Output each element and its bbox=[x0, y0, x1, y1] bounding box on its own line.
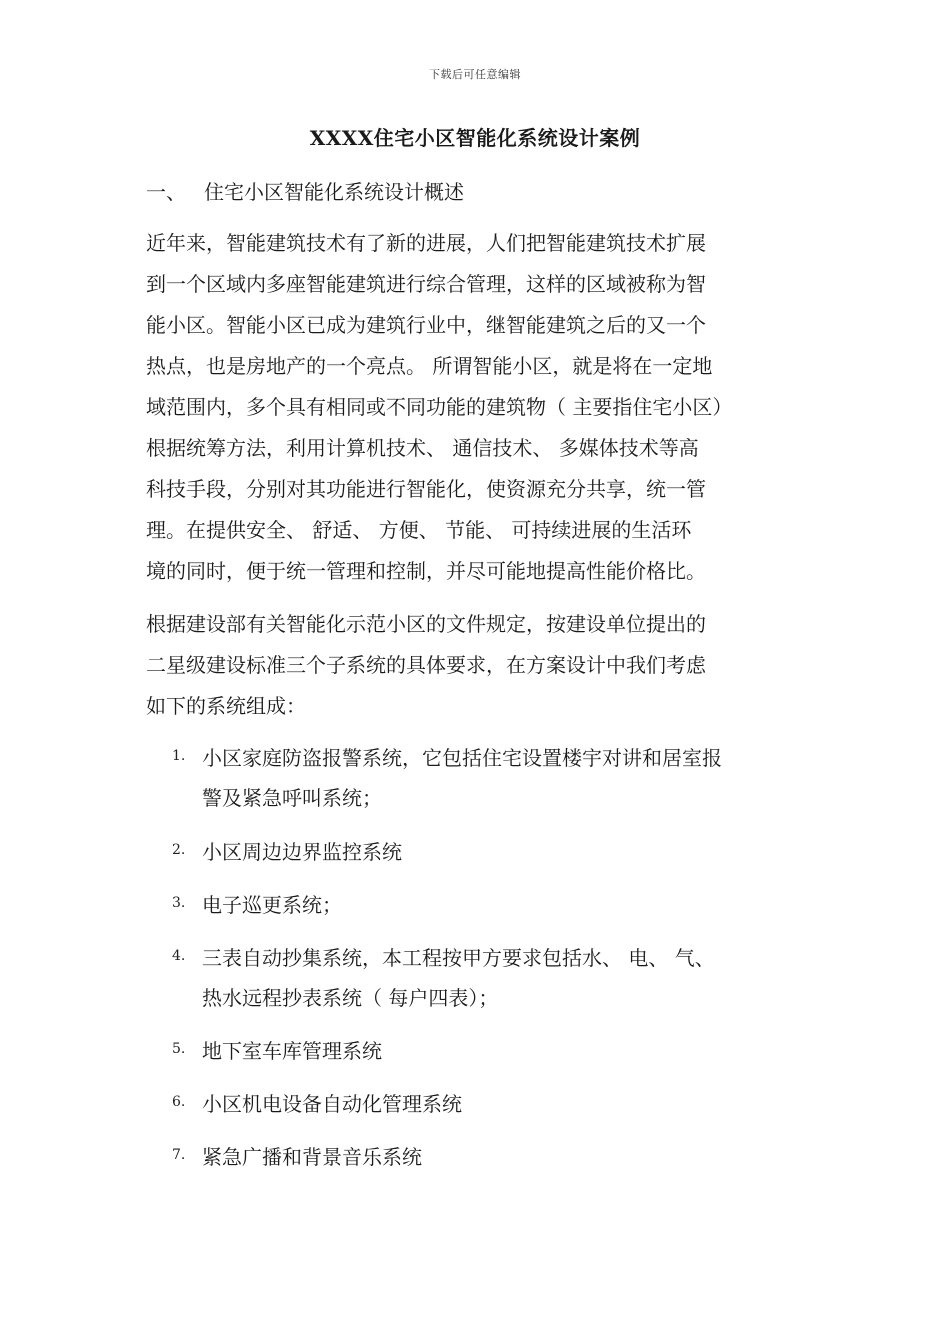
section-heading-text: 住宅小区智能化系统设计概述 bbox=[204, 180, 464, 204]
list-marker: 1. bbox=[172, 748, 186, 764]
paragraph-line: 理。在提供安全、 舒适、 方便、 节能、 可持续进展的生活环 bbox=[146, 518, 692, 542]
list-marker: 4. bbox=[172, 948, 186, 964]
section-number: 一、 bbox=[146, 180, 186, 204]
list-marker: 2. bbox=[172, 842, 186, 858]
header-note: 下载后可任意编辑 bbox=[429, 68, 521, 81]
section-heading bbox=[146, 176, 464, 205]
paragraph-line: 根据建设部有关智能化示范小区的文件规定，按建设单位提出的 bbox=[146, 612, 706, 636]
list-marker: 6. bbox=[172, 1094, 186, 1110]
paragraph-line: 二星级建设标准三个子系统的具体要求，在方案设计中我们考虑 bbox=[146, 653, 706, 677]
paragraph-line: 科技手段，分别对其功能进行智能化，使资源充分共享，统一管 bbox=[146, 477, 706, 501]
list-item-text: 热水远程抄表系统（ 每户四表）； bbox=[202, 986, 499, 1010]
paragraph-line: 能小区。智能小区已成为建筑行业中，继智能建筑之后的又一个 bbox=[146, 313, 706, 337]
list-item-text: 小区周边边界监控系统 bbox=[202, 840, 402, 864]
paragraph-line: 近年来，智能建筑技术有了新的进展，人们把智能建筑技术扩展 bbox=[146, 231, 706, 255]
list-item-text: 小区机电设备自动化管理系统 bbox=[202, 1092, 462, 1116]
list-item-text: 警及紧急呼叫系统； bbox=[202, 786, 382, 810]
paragraph-line: 热点，也是房地产的一个亮点。 所谓智能小区，就是将在一定地 bbox=[146, 354, 713, 378]
paragraph-system-composition bbox=[146, 604, 806, 727]
paragraph-line: 到一个区域内多座智能建筑进行综合管理，这样的区域被称为智 bbox=[146, 272, 706, 296]
list-item-text: 紧急广播和背景音乐系统 bbox=[202, 1145, 422, 1169]
list-item-text: 地下室车库管理系统 bbox=[202, 1039, 382, 1063]
list-item-text: 电子巡更系统； bbox=[202, 893, 342, 917]
list-item-text: 三表自动抄集系统，本工程按甲方要求包括水、 电、 气、 bbox=[202, 946, 715, 970]
list-marker: 5. bbox=[172, 1041, 186, 1057]
paragraph-line: 域范围内，多个具有相同或不同功能的建筑物（ 主要指住宅小区） bbox=[146, 395, 733, 419]
list-marker: 3. bbox=[172, 895, 186, 911]
paragraph-overview bbox=[146, 223, 806, 592]
list-marker: 7. bbox=[172, 1147, 186, 1163]
paragraph-line: 根据统筹方法，利用计算机技术、 通信技术、 多媒体技术等高 bbox=[146, 436, 699, 460]
paragraph-line: 境的同时，便于统一管理和控制，并尽可能地提高性能价格比。 bbox=[146, 559, 706, 583]
paragraph-line: 如下的系统组成： bbox=[146, 694, 306, 718]
document-title: XXXX住宅小区智能化系统设计案例 bbox=[309, 126, 641, 150]
list-item-text: 小区家庭防盗报警系统，它包括住宅设置楼宇对讲和居室报 bbox=[202, 746, 722, 770]
